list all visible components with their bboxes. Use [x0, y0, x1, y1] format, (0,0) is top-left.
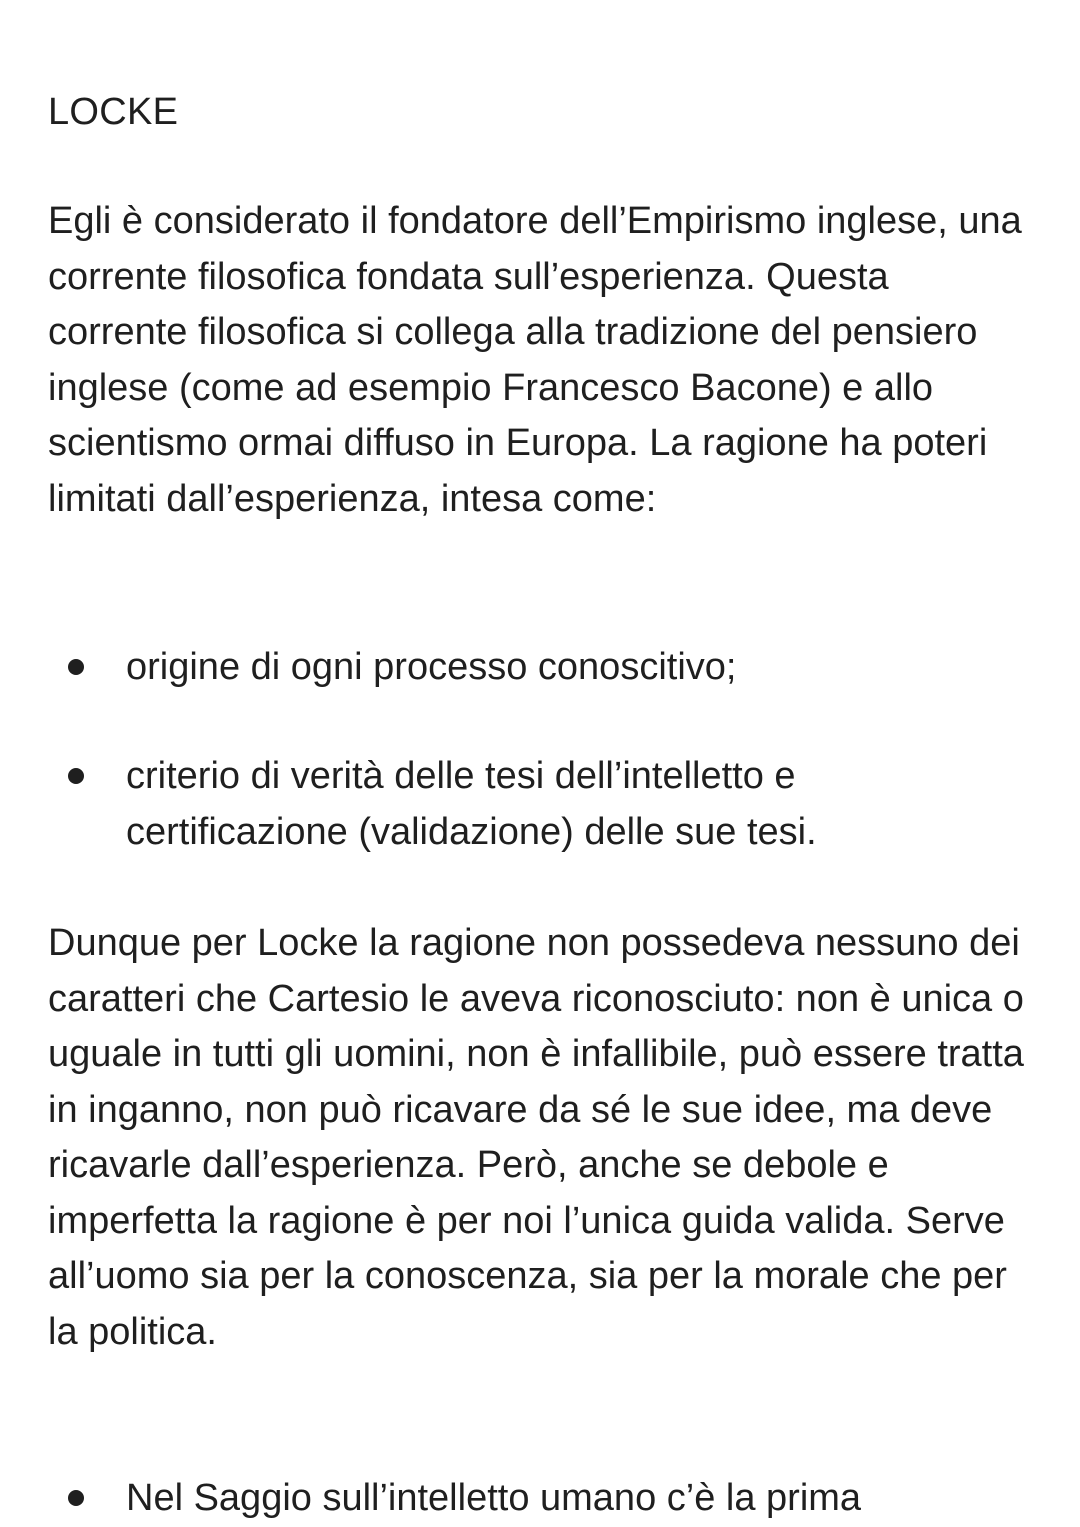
bullet-dot-icon [68, 659, 84, 675]
intro-paragraph: Egli è considerato il fondatore dell’Empirismo inglese, una corrente filosofica fondata sull’esperienza. Questa corrente filosofica si collega alla tradizione del pensiero inglese (come ad esempio Francesco Bacone) e allo scientismo ormai diffuso in Europa. La ragione ha poteri limitati dall’esperienza, intesa come: [48, 200, 1022, 520]
bullet-dot-icon [68, 1490, 84, 1506]
bullet-dot-icon [68, 768, 84, 784]
document-title: LOCKE [48, 91, 179, 133]
body-paragraph: Dunque per Locke la ragione non possedeva nessuno dei caratteri che Cartesio le aveva riconosciuto: non è unica o uguale in tutti gli uomini, non è infallibile, può essere tratta in inganno, non può ricavare da sé le sue idee, ma deve ricavarle dall’esperienza. Però, anche se debole e imperfetta la ragione è per noi l’unica guida valida. Serve all’uomo sia per la conoscenza, sia per la morale che per la politica. [48, 922, 1024, 1353]
list-item-text: criterio di verità delle tesi dell’intelletto e certificazione (validazione) delle sue tesi. [126, 755, 817, 853]
list-item-text: origine di ogni processo conoscitivo; [126, 646, 737, 688]
list-item-text: Nel Saggio sull’intelletto umano c’è la prima [126, 1477, 862, 1519]
